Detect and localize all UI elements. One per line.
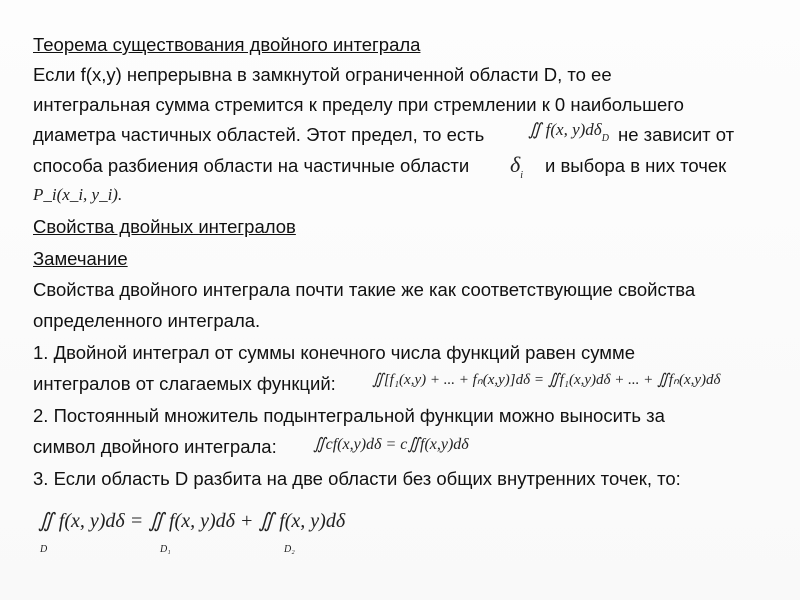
additivity-formula: ∬ f(x, y)dδ = ∬ f(x, y)dδ + ∬ f(x, y)dδ xyxy=(38,510,346,532)
additivity-sub-d2: D₂ xyxy=(284,544,295,555)
additivity-sub-d1: D₁ xyxy=(160,544,171,555)
theorem-line-2: интегральная сумма стремится к пределу при стремлении к 0 наибольшего xyxy=(33,94,684,115)
remark-line-1: Свойства двойного интеграла почти такие же как соответствующие свойства xyxy=(33,279,696,300)
property-1-line-2: интегралов от слагаемых функций: xyxy=(33,373,336,394)
property-2-line-2: символ двойного интеграла: xyxy=(33,436,277,457)
property-2-line-1: 2. Постоянный множитель подынтегральной функции можно выносить за xyxy=(33,405,665,426)
property-3-line: 3. Если область D разбита на две области без общих внутренних точек, то: xyxy=(33,468,681,489)
sum-integral-formula: ∬[f₁(x,y) + ... + fₙ(x,y)]dδ = ∬f₁(x,y)dδ + ... + ∬fₙ(x,y)dδ xyxy=(372,372,721,388)
theorem-line-1: Если f(x,y) непрерывна в замкнутой ограниченной области D, то ее xyxy=(33,64,612,85)
delta-sub: i xyxy=(520,170,524,181)
point-formula: P_i(x_i, y_i). xyxy=(33,185,123,204)
formula-sub: D xyxy=(601,133,609,144)
remark-line-2: определенного интеграла. xyxy=(33,310,261,331)
delta-symbol: δ xyxy=(510,152,521,177)
theorem-line-3: диаметра частичных областей. Этот предел, то есть xyxy=(33,124,485,145)
constant-factor-formula: ∬cf(x,y)dδ = c∬f(x,y)dδ xyxy=(313,436,469,453)
properties-heading: Свойства двойных интегралов xyxy=(33,216,296,237)
theorem-line-3-end: не зависит от xyxy=(618,124,735,145)
delta-i-formula xyxy=(510,152,523,181)
theorem-heading: Теорема существования двойного интеграла xyxy=(33,34,421,55)
formula-text: ∬ f(x, y)dδ xyxy=(528,120,602,139)
double-integral-formula-inline xyxy=(528,120,609,144)
theorem-line-4-end: и выбора в них точек xyxy=(545,155,727,176)
theorem-line-4: способа разбиения области на частичные области xyxy=(33,155,470,176)
additivity-sub-d: D xyxy=(40,544,48,555)
property-1-line-1: 1. Двойной интеграл от суммы конечного числа функций равен сумме xyxy=(33,342,636,363)
remark-heading: Замечание xyxy=(33,248,128,269)
